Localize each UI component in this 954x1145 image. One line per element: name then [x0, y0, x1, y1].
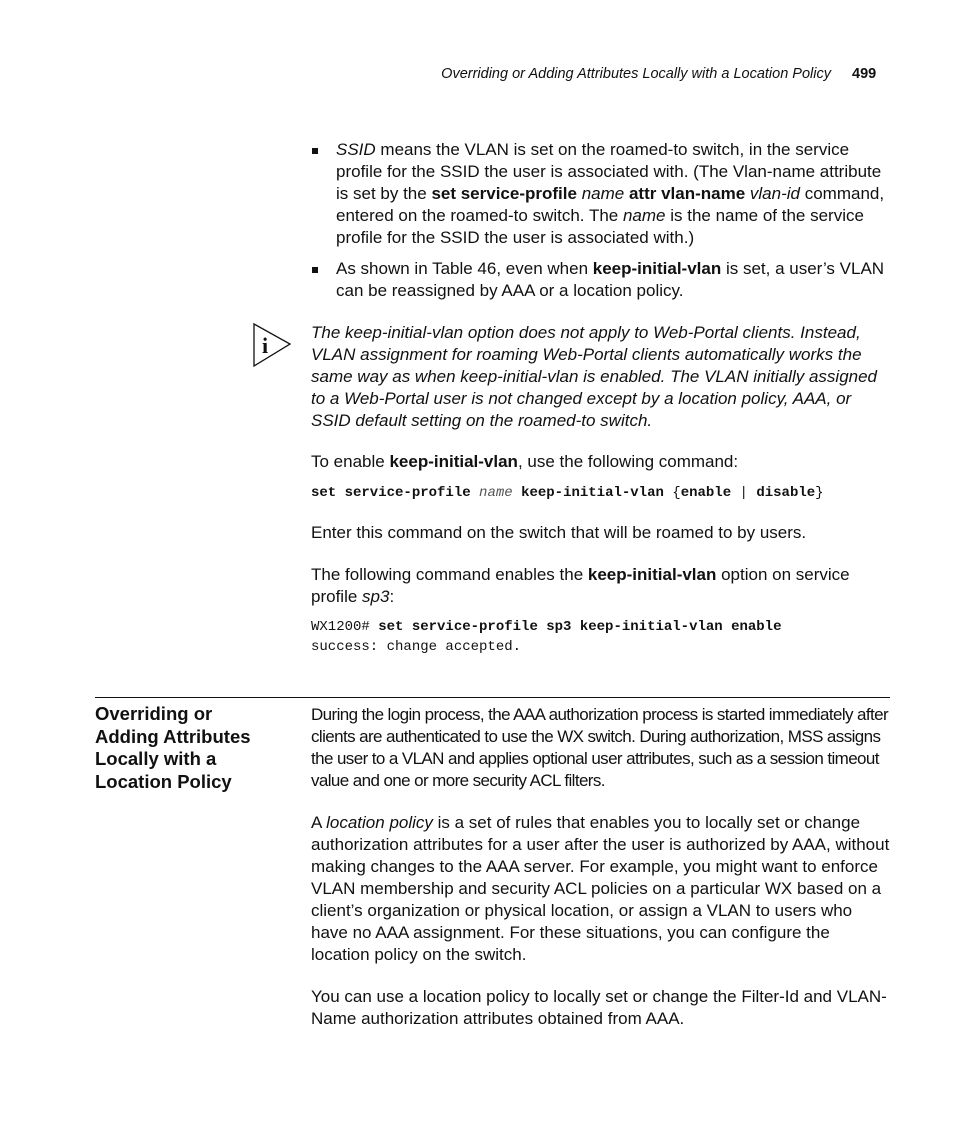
- heading-line: Location Policy: [95, 770, 232, 792]
- enable-paragraph: [311, 451, 891, 473]
- command-keyword: keep-initial-vlan: [592, 259, 722, 278]
- bullet-text: is set, a user’s VLAN can be reassigned by AAA or a location policy.: [336, 259, 885, 300]
- command-keyword: attr vlan-name: [628, 184, 746, 203]
- command-keyword: set service-profile: [431, 184, 577, 203]
- syntax-separator: |: [731, 485, 757, 501]
- bullet-ssid: [336, 139, 891, 249]
- syntax-brace: {: [672, 485, 681, 501]
- para-text: A: [311, 813, 327, 832]
- cli-command: set service-profile sp3 keep-initial-vlan enable: [378, 619, 782, 635]
- heading-line: Locally with a: [95, 748, 217, 769]
- command-argument: vlan-id: [749, 184, 800, 203]
- para-text: To enable: [311, 452, 390, 471]
- info-icon: [252, 322, 292, 373]
- bullet-table-46: [336, 258, 891, 302]
- command-argument: name: [581, 184, 625, 203]
- section-heading: [95, 703, 285, 793]
- command-keyword: keep-initial-vlan: [587, 565, 717, 584]
- command-syntax: [311, 483, 824, 503]
- page-number: 499: [852, 66, 877, 82]
- para-text: is a set of rules that enables you to locally set or change authorization attributes for a user after the user is authorized by AAA, without making changes to the AAA server. For example, you might want to enforce VLAN membership and security ACL policies on a particular WX based on a client’s organization or physical location, or assign a VLAN to users who have no AAA assignment. For these situations, you can configure the location policy on the switch.: [311, 813, 890, 964]
- syntax-option: disable: [756, 485, 816, 501]
- enter-paragraph: Enter this command on the switch that will be roamed to by users.: [311, 523, 807, 542]
- note-text: The keep-initial-vlan option does not apply to Web-Portal clients. Instead, VLAN assignment for roaming Web-Portal clients automatically works the same way as when keep-initial-vlan is enabled. The VLAN initially assigned to a Web-Portal user is not changed except by a location policy, AAA, or SSID default setting on the roamed-to switch.: [311, 323, 878, 430]
- space: [471, 485, 479, 501]
- command-argument: sp3: [362, 587, 390, 606]
- section-paragraph-3: You can use a location policy to locally set or change the Filter-Id and VLAN-Name authorization attributes obtained from AAA.: [311, 987, 887, 1028]
- syntax-argument: name: [479, 485, 513, 501]
- heading-line: Adding Attributes: [95, 725, 251, 747]
- heading-line: Overriding or: [95, 703, 213, 724]
- example-paragraph: [311, 564, 891, 608]
- syntax-keyword: keep-initial-vlan: [521, 485, 664, 501]
- bullet-text: command, entered on the roamed-to switch. The: [336, 184, 885, 225]
- example-output-line: success: change accepted.: [311, 639, 522, 655]
- bullet-marker: [312, 267, 318, 273]
- space: [513, 485, 521, 501]
- running-header-title: Overriding or Adding Attributes Locally with a Location Policy: [441, 66, 831, 82]
- para-text: option on service profile: [311, 565, 850, 606]
- para-text: , use the following command:: [517, 452, 739, 471]
- command-keyword: keep-initial-vlan: [389, 452, 518, 471]
- cli-prompt: WX1200#: [311, 619, 370, 635]
- bullet-text: is the name of the service profile for the SSID the user is associated with.): [336, 206, 864, 247]
- space: [370, 619, 378, 635]
- section-paragraph-2: [311, 812, 891, 966]
- bullet-marker: [312, 148, 318, 154]
- bullet-text: As shown in Table 46, even when: [336, 259, 593, 278]
- term-location-policy: location policy: [326, 813, 433, 832]
- section-divider: [95, 697, 890, 698]
- para-text: :: [389, 587, 395, 606]
- command-argument: name: [622, 206, 666, 225]
- para-text: The following command enables the: [311, 565, 588, 584]
- example-command-line: [311, 617, 781, 637]
- section-paragraph-1: During the login process, the AAA authorization process is started immediately after clients are authenticated to use the WX switch. During authorization, MSS assigns the user to a VLAN and applies optional user attributes, such as a session timeout value and one or more security ACL filters.: [311, 705, 889, 790]
- bullet-text: means the VLAN is set on the roamed-to switch, in the service profile for the SSID the user is associated with. (The Vlan-name attribute is set by the: [336, 140, 882, 203]
- syntax-brace: }: [815, 485, 824, 501]
- syntax-option: enable: [680, 485, 732, 501]
- term-ssid: SSID: [336, 140, 376, 159]
- svg-text:i: i: [262, 333, 269, 358]
- syntax-keyword: set service-profile: [311, 485, 471, 501]
